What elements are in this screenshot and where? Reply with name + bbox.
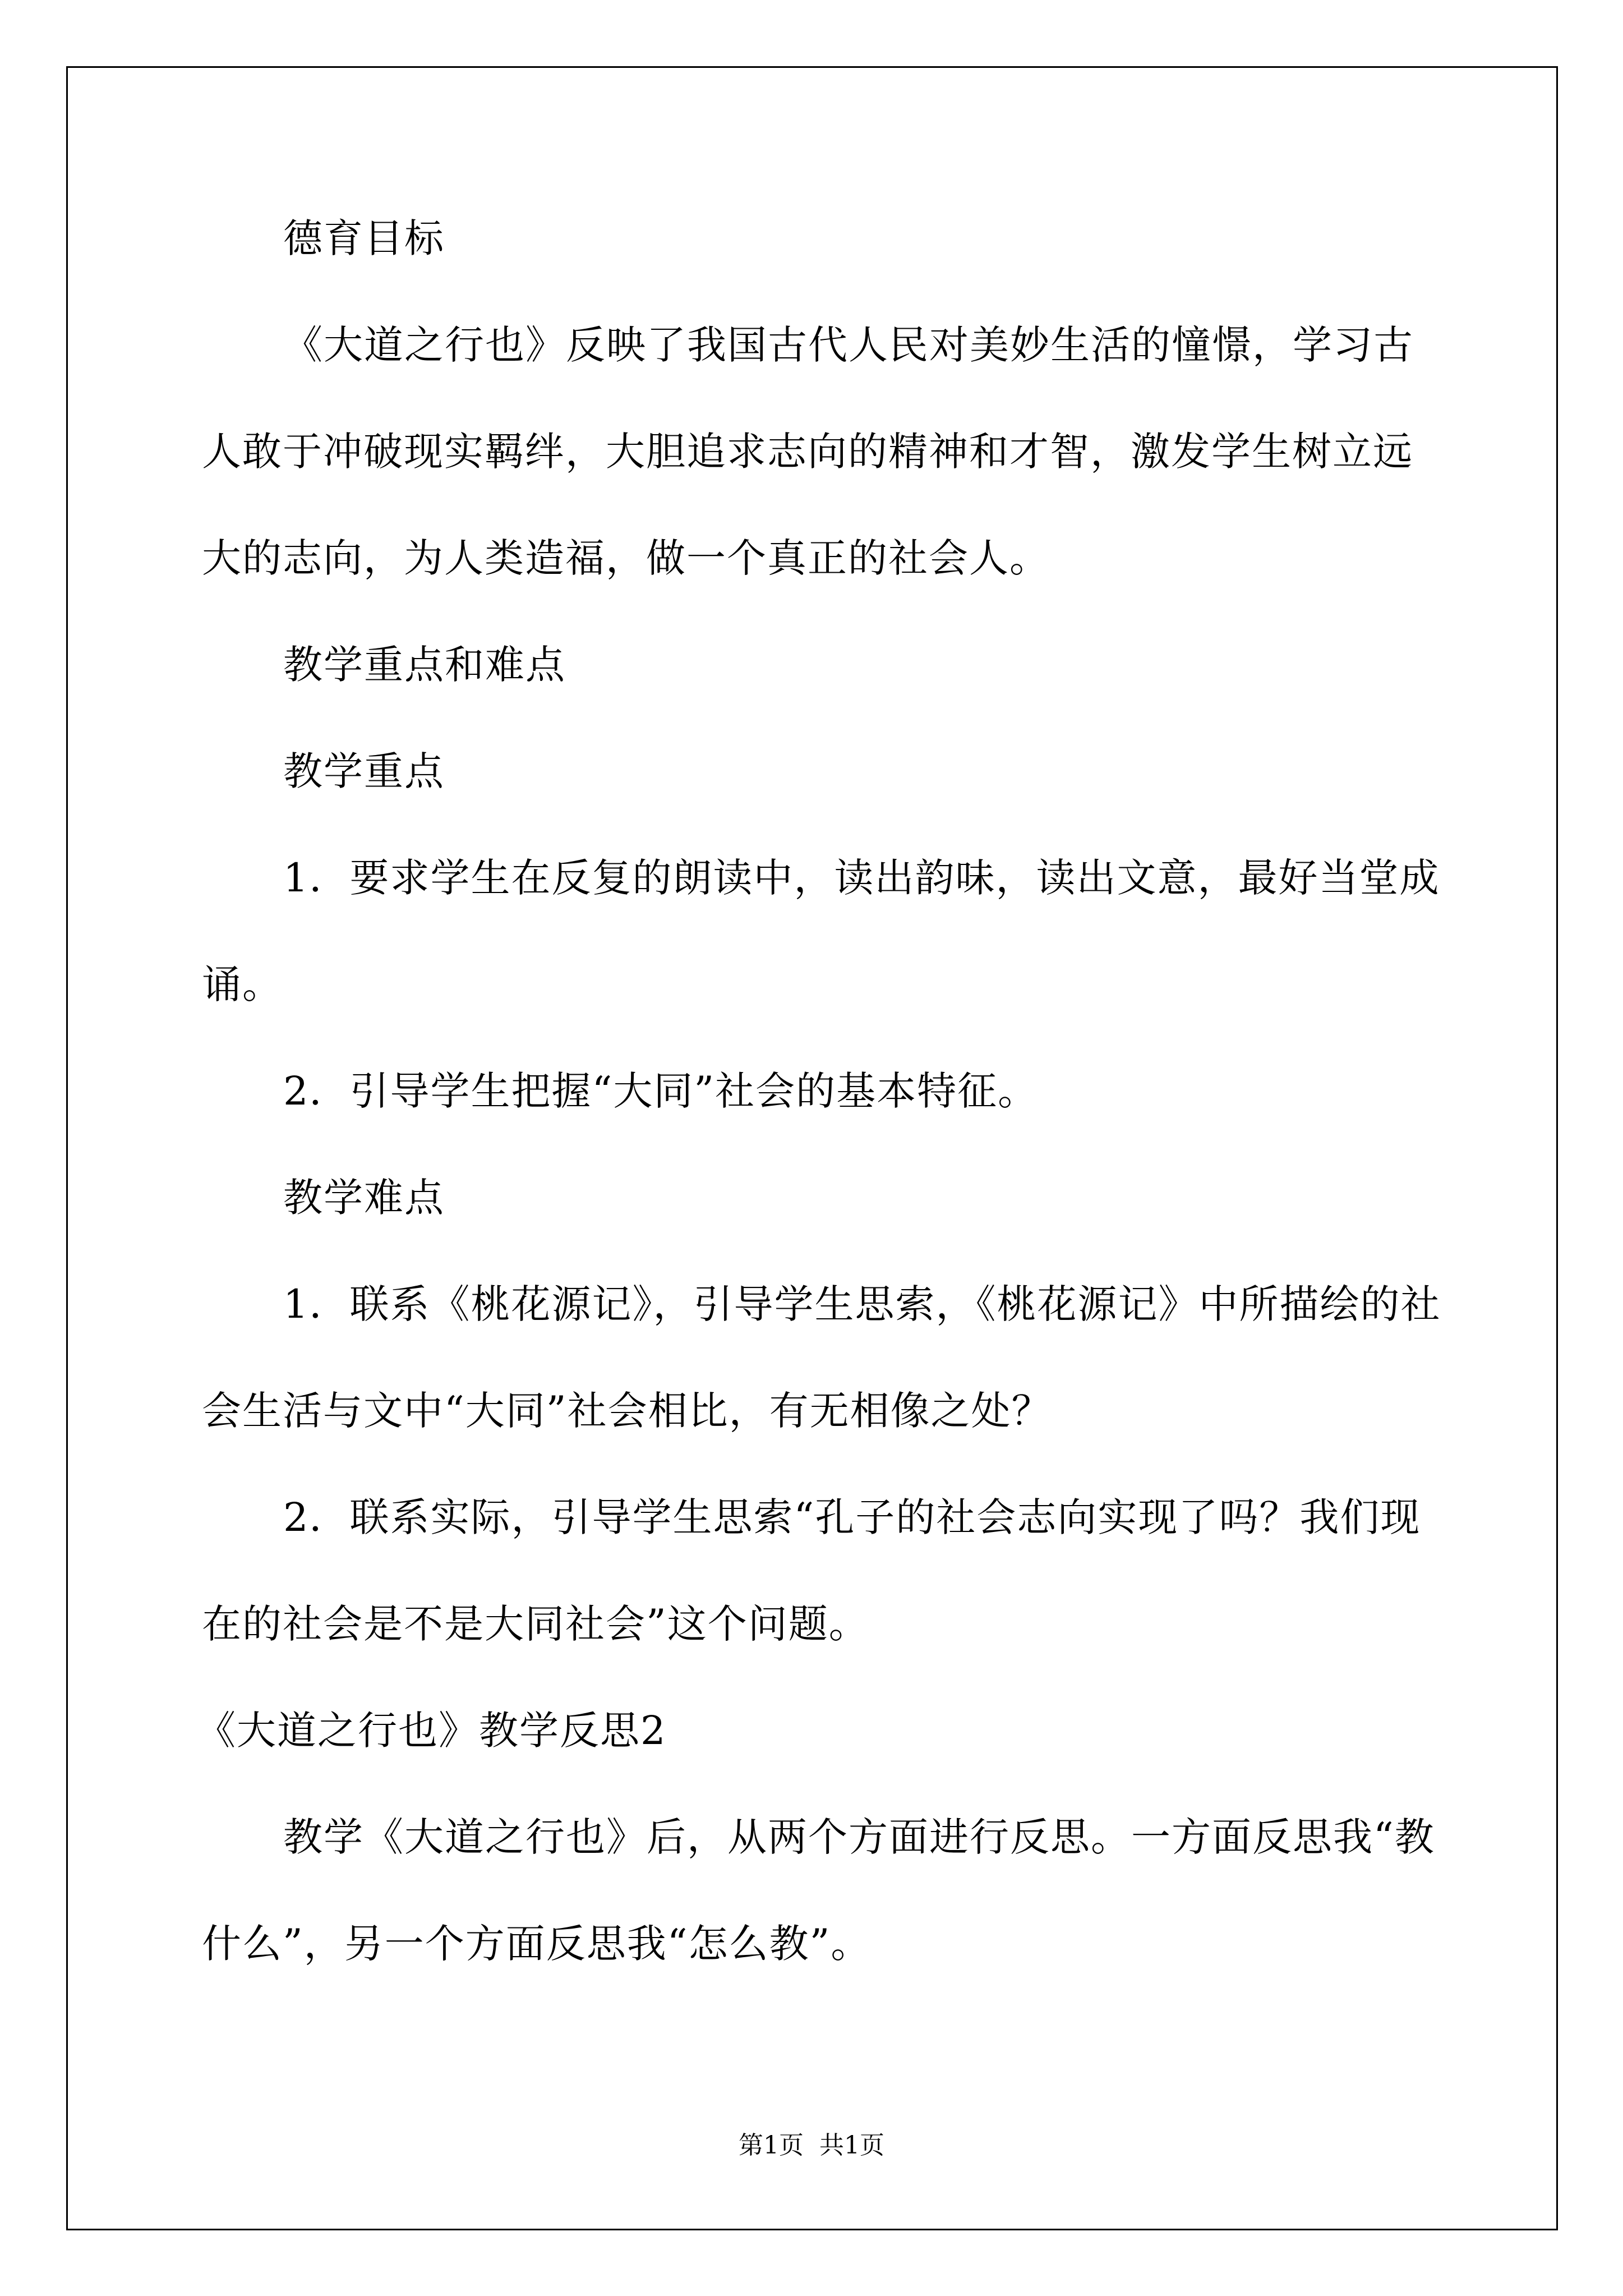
paragraph-line: 1．要求学生在反复的朗读中，读出韵味，读出文意，最好当堂成 bbox=[283, 855, 1440, 901]
paragraph-line: 什么”，另一个方面反思我“怎么教”。 bbox=[202, 1921, 872, 1967]
page-number: 第1页 bbox=[739, 2131, 804, 2160]
paragraph-line: 会生活与文中“大同”社会相比，有无相像之处？ bbox=[202, 1388, 1052, 1434]
page-border bbox=[66, 66, 1558, 2230]
heading-key-points: 教学重点 bbox=[283, 748, 445, 794]
paragraph-line: 1．联系《桃花源记》，引导学生思索，《桃花源记》中所描绘的社 bbox=[283, 1281, 1441, 1327]
section-title: 《大道之行也》教学反思2 bbox=[196, 1708, 667, 1754]
paragraph-line: 大的志向，为人类造福，做一个真正的社会人。 bbox=[202, 535, 1050, 581]
paragraph-line: 2．联系实际，引导学生思索“孔子的社会志向实现了吗？我们现 bbox=[283, 1494, 1421, 1540]
paragraph-line: 《大道之行也》反映了我国古代人民对美妙生活的憧憬，学习古 bbox=[283, 322, 1414, 368]
paragraph-line: 在的社会是不是大同社会”这个问题。 bbox=[202, 1601, 869, 1647]
paragraph-line: 2．引导学生把握“大同”社会的基本特征。 bbox=[283, 1068, 1039, 1114]
paragraph-line: 教学《大道之行也》后，从两个方面进行反思。一方面反思我“教 bbox=[283, 1814, 1435, 1860]
heading-key-and-difficult-points: 教学重点和难点 bbox=[283, 642, 566, 688]
page-footer bbox=[0, 2129, 1623, 2162]
heading-moral-goal: 德育目标 bbox=[283, 215, 445, 261]
page-total: 共1页 bbox=[819, 2131, 884, 2160]
paragraph-line: 人敢于冲破现实羁绊，大胆追求志向的精神和才智，激发学生树立远 bbox=[202, 429, 1413, 475]
heading-difficult-points: 教学难点 bbox=[283, 1175, 445, 1221]
paragraph-line: 诵。 bbox=[202, 961, 283, 1007]
